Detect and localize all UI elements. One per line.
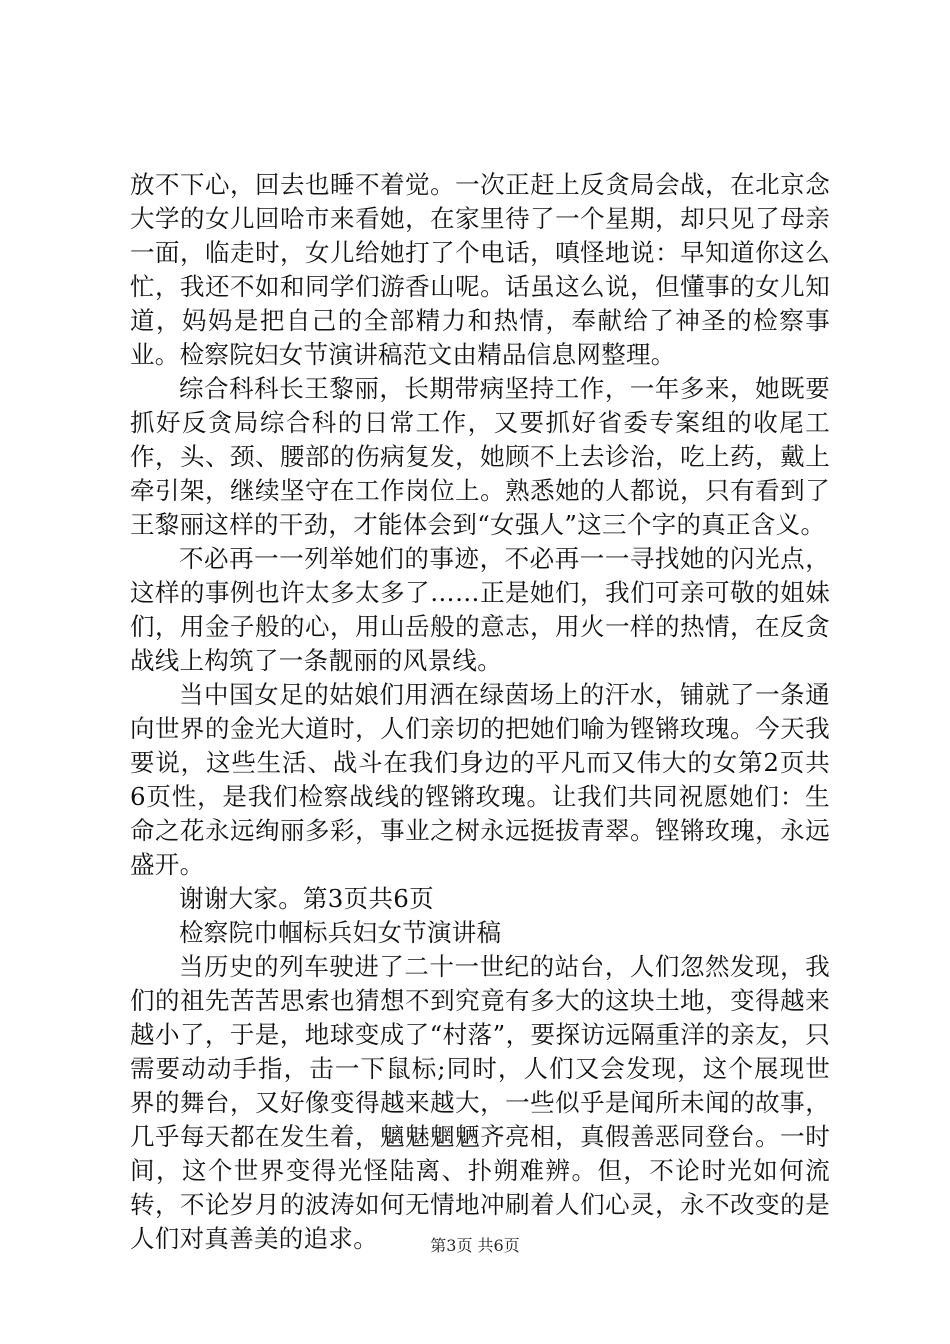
paragraph-sisters: 不必再一一列举她们的事迹，不必再一一寻找她的闪光点，这样的事例也许太多太多了……正是她们，我们可亲可敬的姐妹们，用金子般的心，用山岳般的意志，用火一样的热情，在反贪战线上构筑了一条靓丽的风景线。 [130,544,830,675]
paragraph-continuation: 放不下心，回去也睡不着觉。一次正赶上反贪局会战，在北京念大学的女儿回哈市来看她，在家里待了一个星期，却只见了母亲一面，临走时，女儿给她打了个电话，嗔怪地说：早知道你这么忙，我还不如和同学们游香山呢。话虽这么说，但懂事的女儿知道，妈妈是把自己的全部精力和热情，奉献给了神圣的检察事业。检察院妇女节演讲稿范文由精品信息网整理。 [130,170,830,369]
paragraph-thanks: 谢谢大家。第3页共6页 [179,884,434,913]
page-footer: 第3页 共6页 [430,1236,520,1255]
paragraph-history-train: 当历史的列车驶进了二十一世纪的站台，人们忽然发现，我们的祖先苦苦思索也猜想不到究竟有多大的这块土地，变得越来越小了，于是，地球变成了“村落”，要探访远隔重洋的亲友，只需要动动手指，击一下鼠标;同时，人们又会发现，这个展现世界的舞台，又好像变得越来越大，一些似乎是闻所未闻的故事，几乎每天都在发生着，魑魅魍魉齐亮相，真假善恶同登台。一时间，这个世界变得光怪陆离、扑朔难辨。但，不论时光如何流转，不论岁月的波涛如何无情地冲刷着人们心灵，永不改变的是人们对真善美的追求。 [130,952,830,1253]
paragraph-wang-lili: 综合科科长王黎丽，长期带病坚持工作，一年多来，她既要抓好反贪局综合科的日常工作，又要抓好省委专案组的收尾工作，头、颈、腰部的伤病复发，她顾不上去诊治，吃上药，戴上牵引架，继续坚守在工作岗位上。熟悉她的人都说，只有看到了王黎丽这样的干劲，才能体会到“女强人”这三个字的真正含义。 [130,374,830,539]
paragraph-steel-roses: 当中国女足的姑娘们用洒在绿茵场上的汗水，铺就了一条通向世界的金光大道时，人们亲切的把她们喻为铿锵玫瑰。今天我要说，这些生活、战斗在我们身边的平凡而又伟大的女第2页共6页性，是我们检察战线的铿锵玫瑰。让我们共同祝愿她们：生命之花永远绚丽多彩，事业之树永远挺拔青翠。铿锵玫瑰，永远盛开。 [130,680,831,879]
section-title: 检察院巾帼标兵妇女节演讲稿 [179,918,502,947]
document-body [130,168,830,1256]
